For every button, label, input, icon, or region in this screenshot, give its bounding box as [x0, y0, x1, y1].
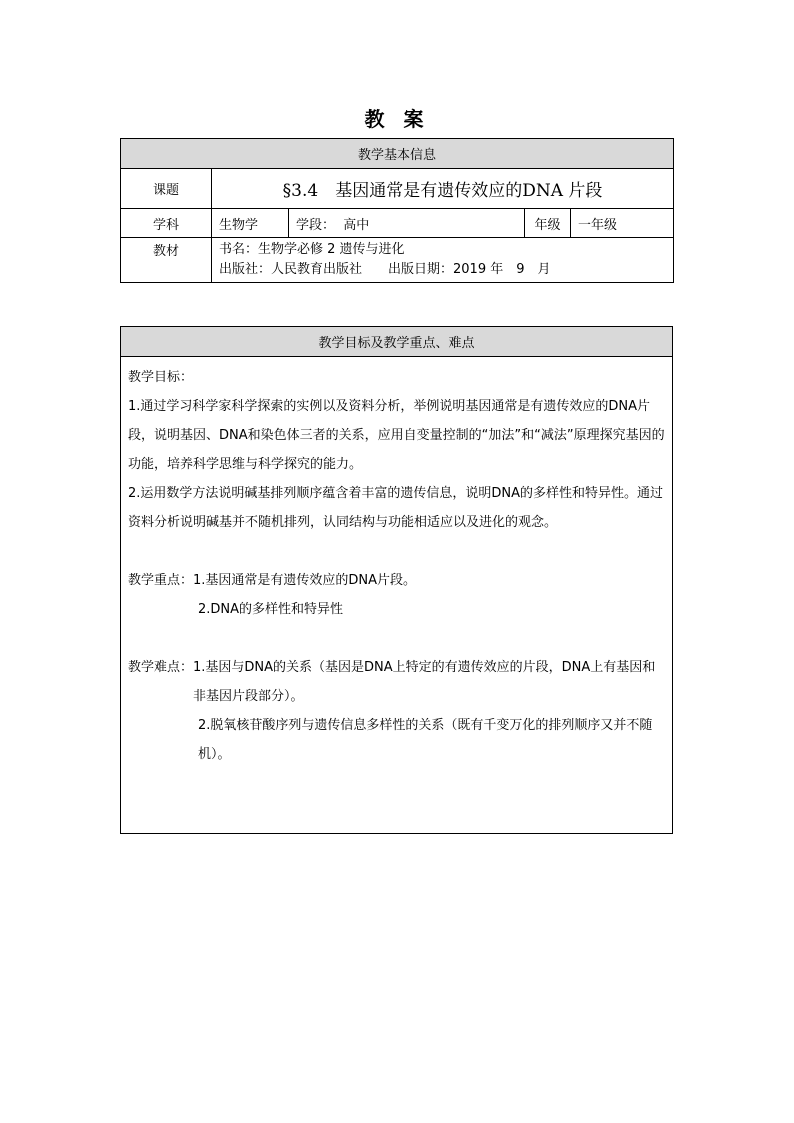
key-point-1: 1.基因通常是有遗传效应的DNA片段。 [193, 573, 417, 588]
topic-value: §3.4 基因通常是有遗传效应的DNA 片段 [212, 169, 674, 209]
subject-value: 生物学 [212, 209, 289, 238]
document-title: 教 案 [364, 107, 430, 131]
difficulty-1: 1.基因与DNA的关系（基因是DNA上特定的有遗传效应的片段，DNA上有基因和非基因片段部分）。 [193, 660, 656, 704]
textbook-info [212, 238, 674, 283]
difficulty-row [128, 653, 666, 711]
objectives-table [120, 326, 673, 834]
book-name: 书名：生物学必修 2 遗传与进化 [219, 242, 405, 257]
stage-cell [289, 209, 525, 238]
textbook-label: 教材 [121, 238, 212, 283]
goal-item-1: 1.通过学习科学家科学探索的实例以及资料分析，举例说明基因通常是有遗传效应的DNA片段，说明基因、DNA和染色体三者的关系，应用自变量控制的“加法”和“减法”原理探究基因的功能，培养科学思维与科学探究的能力。 [128, 399, 665, 472]
objectives-header: 教学目标及教学重点、难点 [121, 327, 673, 357]
basic-info-table [120, 138, 674, 283]
publisher-info: 出版社：人民教育出版社 出版日期：2019 年 9 月 [219, 262, 551, 277]
stage-label: 学段： [296, 217, 336, 233]
grade-label: 年级 [525, 209, 571, 238]
difficulty-2: 2.脱氧核苷酸序列与遗传信息多样性的关系（既有千变万化的排列顺序又并不随机）。 [198, 718, 653, 762]
objectives-body [121, 357, 673, 834]
goal-item-2: 2.运用数学方法说明碱基排列顺序蕴含着丰富的遗传信息，说明DNA的多样性和特异性。通过资料分析说明碱基并不随机排列，认同结构与功能相适应以及进化的观念。 [128, 486, 664, 530]
goal-label: 教学目标： [128, 370, 194, 385]
topic-label: 课题 [121, 169, 212, 209]
grade-value: 一年级 [571, 209, 674, 238]
difficulty-label: 教学难点： [128, 660, 194, 675]
key-point-2: 2.DNA的多样性和特异性 [198, 602, 344, 617]
stage-value: 高中 [343, 217, 370, 233]
key-point-label: 教学重点： [128, 573, 194, 588]
key-point-row [128, 566, 666, 595]
basic-info-header: 教学基本信息 [121, 139, 674, 169]
subject-label: 学科 [121, 209, 212, 238]
